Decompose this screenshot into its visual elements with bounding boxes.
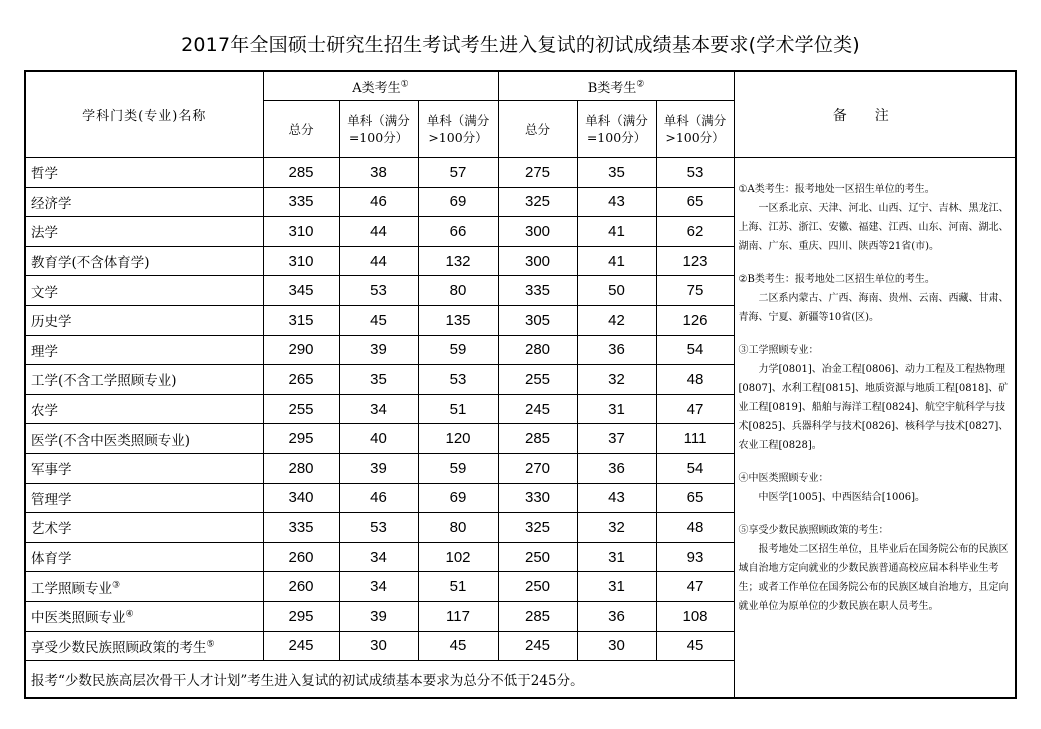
score-cell: 69 [418, 483, 498, 513]
score-cell: 120 [418, 424, 498, 454]
score-cell: 245 [498, 394, 577, 424]
score-cell: 37 [577, 424, 656, 454]
score-cell: 43 [577, 483, 656, 513]
note-body: 二区系内蒙古、广西、海南、贵州、云南、西藏、甘肃、青海、宁夏、新疆等10省(区)。 [738, 293, 1009, 323]
score-cell: 255 [498, 365, 577, 395]
score-cell: 51 [418, 394, 498, 424]
a-single-over-header: 单科（满分 >100分） [418, 101, 498, 158]
score-cell: 35 [339, 365, 418, 395]
score-cell: 111 [656, 424, 734, 454]
score-cell: 315 [263, 305, 339, 335]
score-cell: 54 [656, 453, 734, 483]
score-cell: 285 [498, 601, 577, 631]
score-cell: 39 [339, 453, 418, 483]
score-cell: 123 [656, 246, 734, 276]
score-cell: 75 [656, 276, 734, 306]
page-title: 2017年全国硕士研究生招生考试考生进入复试的初试成绩基本要求(学术学位类) [181, 34, 860, 56]
subject-name: 文学 [25, 276, 263, 306]
score-cell: 126 [656, 305, 734, 335]
score-cell: 57 [418, 158, 498, 188]
score-cell: 38 [339, 158, 418, 188]
subject-name: 军事学 [25, 453, 263, 483]
subject-name: 经济学 [25, 187, 263, 217]
score-cell: 42 [577, 305, 656, 335]
b-total-header: 总分 [498, 101, 577, 158]
score-cell: 66 [418, 217, 498, 247]
score-cell: 39 [339, 335, 418, 365]
score-cell: 117 [418, 601, 498, 631]
subject-name: 理学 [25, 335, 263, 365]
score-cell: 34 [339, 572, 418, 602]
score-cell: 108 [656, 601, 734, 631]
score-cell: 39 [339, 601, 418, 631]
score-cell: 45 [339, 305, 418, 335]
score-cell: 32 [577, 513, 656, 543]
note-heading: ①A类考生：报考地处一区招生单位的考生。 [738, 184, 935, 195]
subject-name: 农学 [25, 394, 263, 424]
subject-name: 哲学 [25, 158, 263, 188]
score-cell: 335 [498, 276, 577, 306]
score-cell: 53 [418, 365, 498, 395]
score-cell: 80 [418, 276, 498, 306]
score-cell: 325 [498, 513, 577, 543]
score-cell: 275 [498, 158, 577, 188]
subject-name: 医学(不含中医类照顾专业) [25, 424, 263, 454]
subject-name: 工学(不含工学照顾专业) [25, 365, 263, 395]
score-cell: 31 [577, 572, 656, 602]
subject-header: 学科门类(专业)名称 [25, 71, 263, 158]
score-cell: 45 [656, 631, 734, 661]
score-cell: 265 [263, 365, 339, 395]
score-cell: 62 [656, 217, 734, 247]
score-cell: 260 [263, 572, 339, 602]
score-cell: 34 [339, 542, 418, 572]
score-cell: 260 [263, 542, 339, 572]
score-cell: 31 [577, 394, 656, 424]
score-cell: 50 [577, 276, 656, 306]
a-total-header: 总分 [263, 101, 339, 158]
score-cell: 290 [263, 335, 339, 365]
subject-name: 工学照顾专业③ [25, 572, 263, 602]
score-cell: 280 [498, 335, 577, 365]
b-single100-header: 单科（满分 =100分） [577, 101, 656, 158]
score-cell: 250 [498, 542, 577, 572]
score-cell: 40 [339, 424, 418, 454]
notes-header: 备注 [734, 71, 1016, 158]
score-cell: 48 [656, 365, 734, 395]
score-cell: 54 [656, 335, 734, 365]
score-cell: 47 [656, 572, 734, 602]
score-cell: 335 [263, 513, 339, 543]
score-cell: 65 [656, 483, 734, 513]
score-cell: 93 [656, 542, 734, 572]
score-cell: 53 [656, 158, 734, 188]
score-cell: 51 [418, 572, 498, 602]
score-cell: 69 [418, 187, 498, 217]
note-body: 报考地处二区招生单位，且毕业后在国务院公布的民族区域自治地方定向就业的少数民族普通高校应届本科毕业生考生；或者工作单位在国务院公布的民族区域自治地方，且定向就业单位为原单位的少数民族在职人员考生。 [738, 544, 1009, 612]
score-cell: 53 [339, 276, 418, 306]
note-heading: ④中医类照顾专业： [738, 473, 829, 484]
score-cell: 35 [577, 158, 656, 188]
score-cell: 340 [263, 483, 339, 513]
subject-name: 艺术学 [25, 513, 263, 543]
score-cell: 295 [263, 424, 339, 454]
score-cell: 310 [263, 246, 339, 276]
score-cell: 285 [263, 158, 339, 188]
subject-name: 享受少数民族照顾政策的考生⑤ [25, 631, 263, 661]
score-cell: 34 [339, 394, 418, 424]
score-cell: 285 [498, 424, 577, 454]
group-b-header: B类考生② [498, 71, 734, 101]
score-cell: 250 [498, 572, 577, 602]
subject-name: 历史学 [25, 305, 263, 335]
note-body: 一区系北京、天津、河北、山西、辽宁、吉林、黑龙江、上海、江苏、浙江、安徽、福建、江西、山东、河南、湖北、湖南、广东、重庆、四川、陕西等21省(市)。 [738, 203, 1009, 252]
score-cell: 46 [339, 187, 418, 217]
score-cell: 41 [577, 246, 656, 276]
score-cell: 44 [339, 217, 418, 247]
notes-panel [734, 158, 1016, 699]
score-cell: 270 [498, 453, 577, 483]
score-cell: 36 [577, 601, 656, 631]
score-table [24, 70, 1017, 699]
score-cell: 53 [339, 513, 418, 543]
subject-name: 教育学(不含体育学) [25, 246, 263, 276]
b-single-over-header: 单科（满分 >100分） [656, 101, 734, 158]
score-cell: 345 [263, 276, 339, 306]
score-cell: 255 [263, 394, 339, 424]
score-cell: 44 [339, 246, 418, 276]
score-cell: 41 [577, 217, 656, 247]
score-cell: 32 [577, 365, 656, 395]
score-cell: 335 [263, 187, 339, 217]
note-heading: ②B类考生：报考地处二区招生单位的考生。 [738, 274, 935, 285]
score-cell: 280 [263, 453, 339, 483]
score-cell: 36 [577, 453, 656, 483]
table-row [25, 158, 1016, 188]
subject-name: 法学 [25, 217, 263, 247]
note-body: 力学[0801]、冶金工程[0806]、动力工程及工程热物理[0807]、水利工程[0815]、地质资源与地质工程[0818]、矿业工程[0819]、船舶与海洋工程[0824]、航空宇航科学与技术[0825]、兵器科学与技术[0826]、核科学与技术[0827]、农业工程[0828]。 [738, 364, 1009, 451]
score-cell: 59 [418, 335, 498, 365]
score-cell: 295 [263, 601, 339, 631]
score-cell: 102 [418, 542, 498, 572]
score-cell: 300 [498, 217, 577, 247]
group-a-header: A类考生① [263, 71, 498, 101]
score-cell: 135 [418, 305, 498, 335]
score-cell: 310 [263, 217, 339, 247]
score-cell: 48 [656, 513, 734, 543]
score-cell: 30 [577, 631, 656, 661]
subject-name: 体育学 [25, 542, 263, 572]
score-cell: 47 [656, 394, 734, 424]
note-body: 中医学[1005]、中西医结合[1006]。 [758, 492, 926, 503]
footer-note: 报考“少数民族高层次骨干人才计划”考生进入复试的初试成绩基本要求为总分不低于245分。 [25, 661, 734, 699]
score-cell: 30 [339, 631, 418, 661]
score-cell: 300 [498, 246, 577, 276]
a-single100-header: 单科（满分 =100分） [339, 101, 418, 158]
score-cell: 65 [656, 187, 734, 217]
score-cell: 59 [418, 453, 498, 483]
score-cell: 132 [418, 246, 498, 276]
note-heading: ③工学照顾专业： [738, 345, 819, 356]
score-cell: 31 [577, 542, 656, 572]
score-cell: 245 [263, 631, 339, 661]
score-cell: 46 [339, 483, 418, 513]
score-cell: 325 [498, 187, 577, 217]
score-cell: 330 [498, 483, 577, 513]
score-cell: 36 [577, 335, 656, 365]
subject-name: 管理学 [25, 483, 263, 513]
score-cell: 45 [418, 631, 498, 661]
score-cell: 80 [418, 513, 498, 543]
score-cell: 245 [498, 631, 577, 661]
score-cell: 43 [577, 187, 656, 217]
note-heading: ⑤享受少数民族照顾政策的考生： [738, 525, 889, 536]
subject-name: 中医类照顾专业④ [25, 601, 263, 631]
score-cell: 305 [498, 305, 577, 335]
